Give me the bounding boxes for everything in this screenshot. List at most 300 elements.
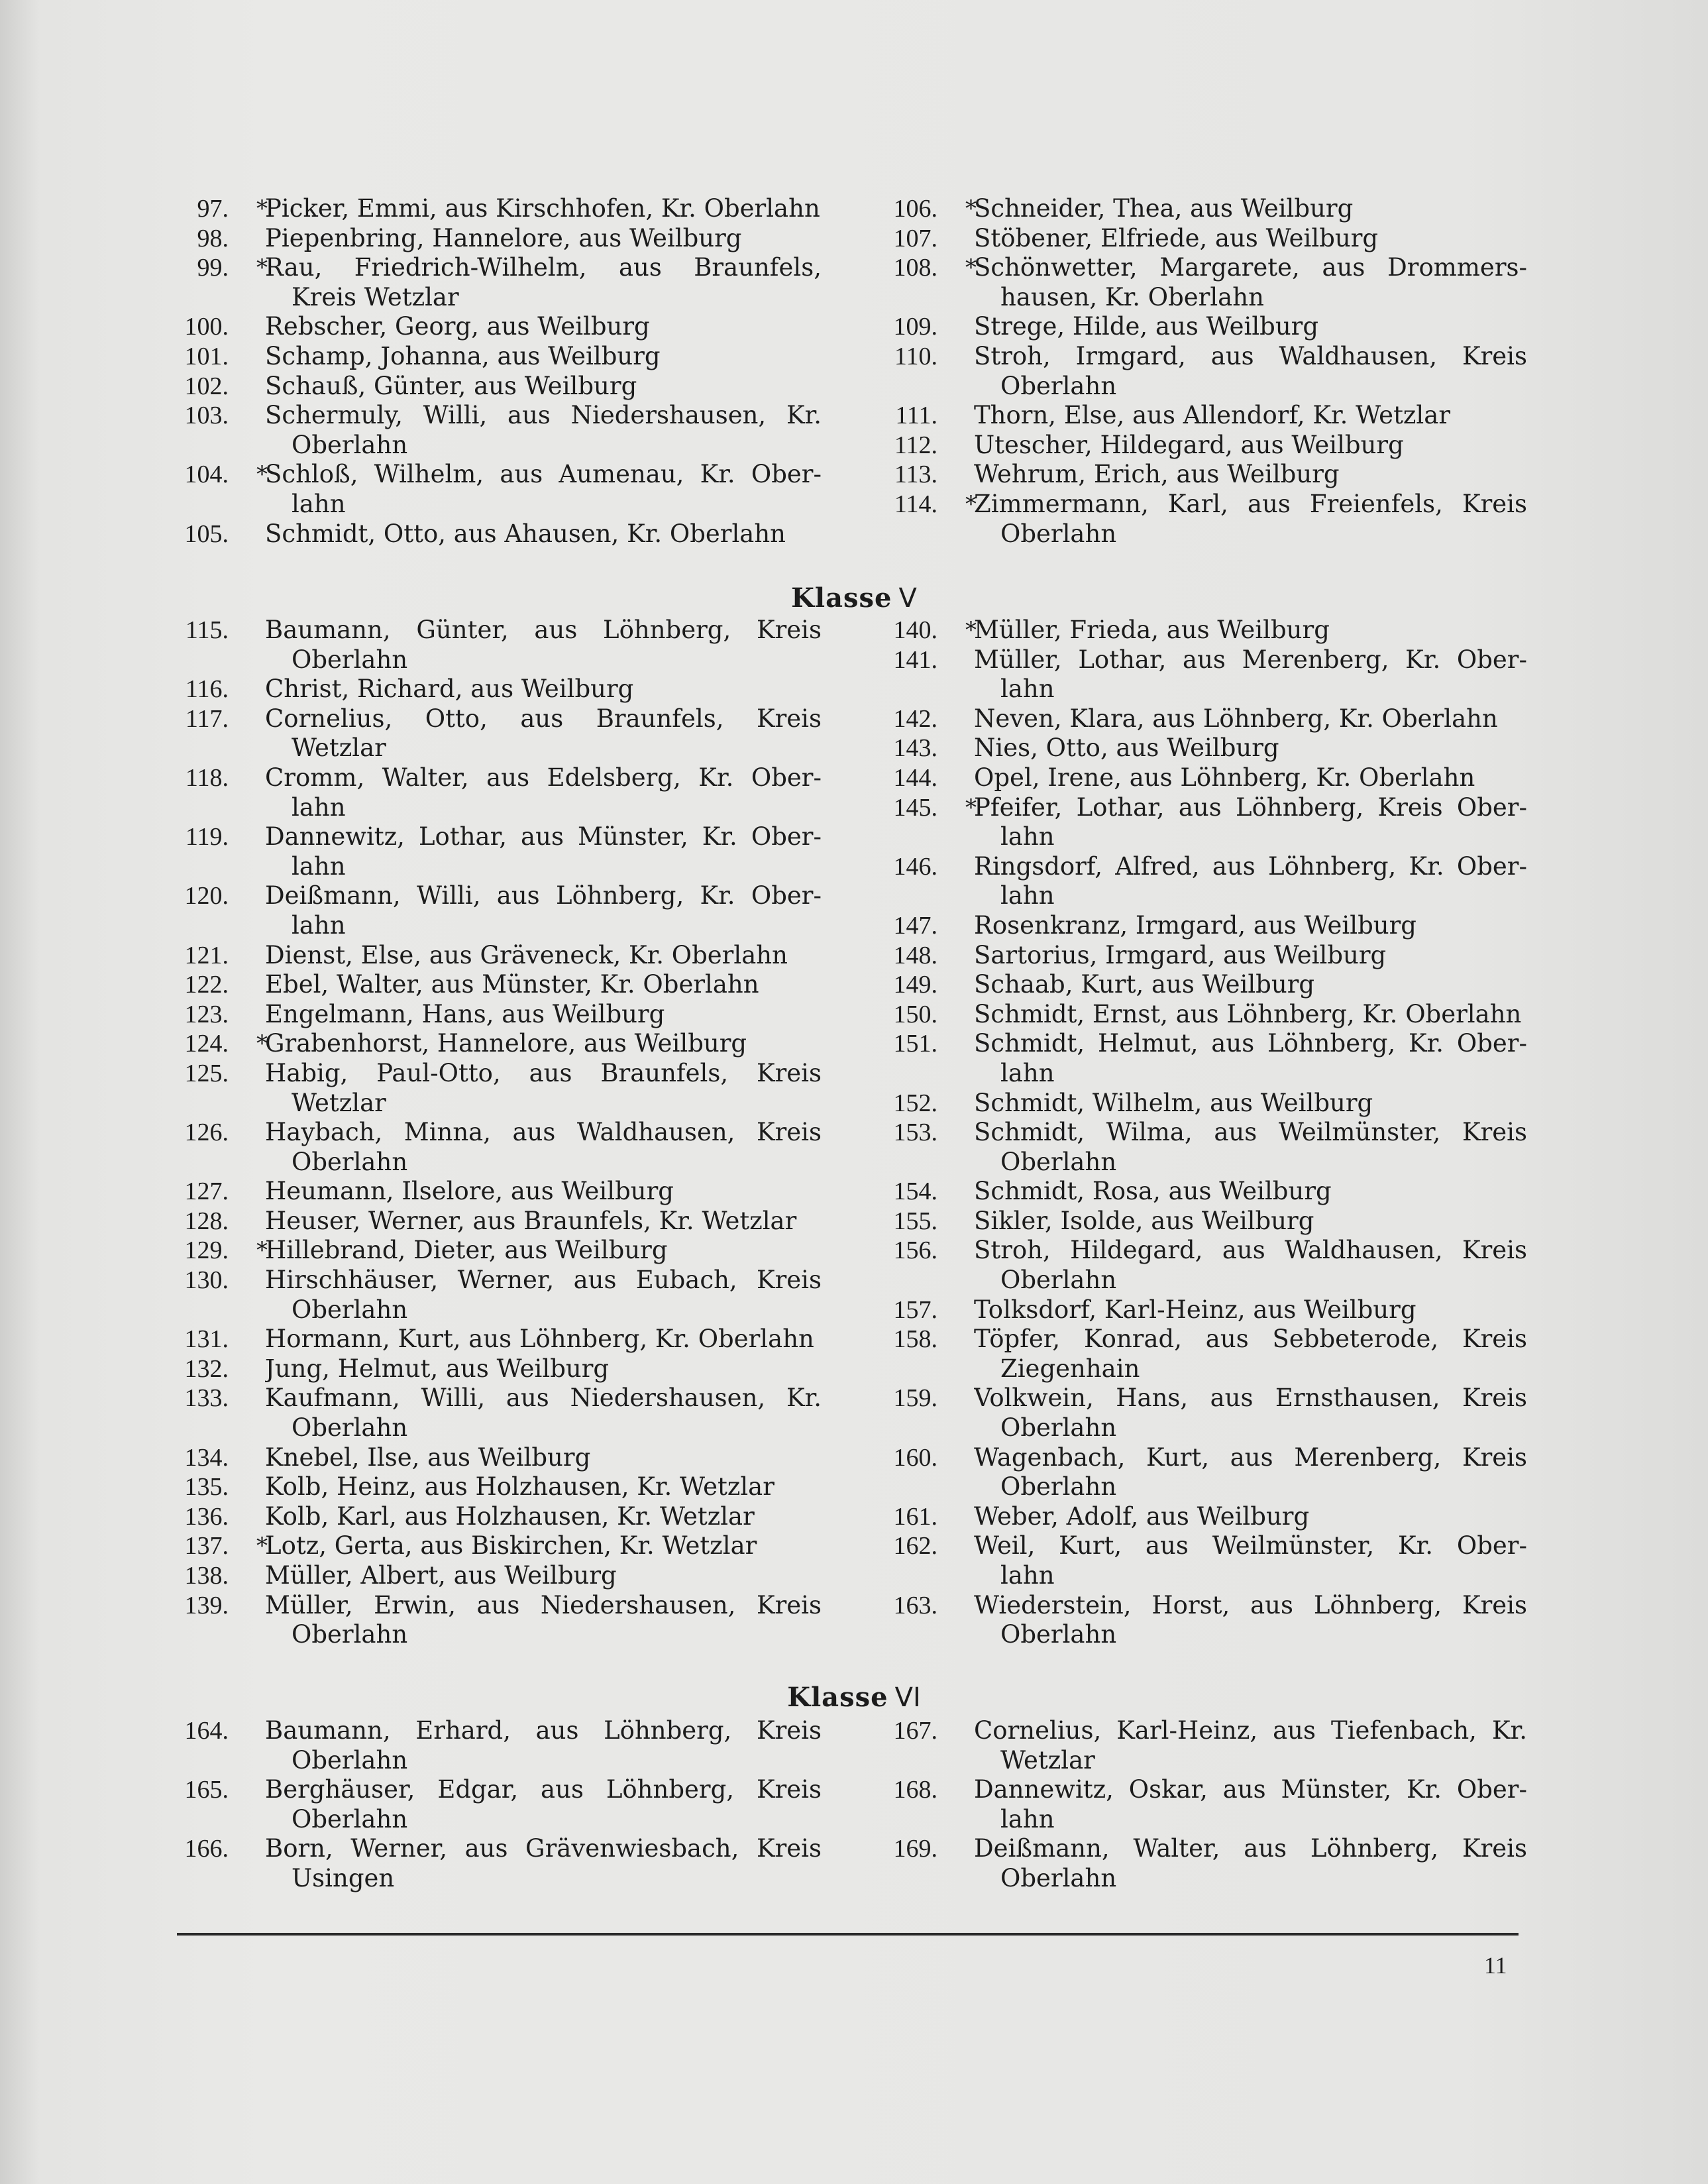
list-entry: [169, 1325, 822, 1354]
entry-number: 121.: [184, 941, 229, 969]
entry-line: [878, 1775, 1527, 1805]
list-entry: [169, 1177, 822, 1207]
entry-text: Oberlahn: [292, 1413, 408, 1443]
entry-text: Kolb, Heinz, aus Holzhausen, Kr. Wetzlar: [265, 1472, 774, 1502]
column-left: [169, 616, 822, 1650]
entry-number: 149.: [893, 971, 937, 999]
entry-text: Oberlahn: [1000, 519, 1117, 548]
list-entry: [169, 1502, 822, 1532]
entry-text: Oberlahn: [1000, 1620, 1117, 1649]
list-entry: [169, 1561, 822, 1591]
list-entry: [878, 1236, 1527, 1295]
entry-text: Wehrum, Erich, aus Weilburg: [974, 460, 1340, 489]
entry-number: 104.: [184, 461, 229, 489]
list-entry: [169, 763, 822, 822]
entry-text: Nies, Otto, aus Weilburg: [974, 734, 1279, 763]
entry-number: 105.: [184, 519, 229, 548]
list-entry: [878, 763, 1527, 793]
entry-number: 136.: [184, 1502, 229, 1531]
entry-number: 138.: [184, 1562, 229, 1590]
entry-number: 97.: [197, 195, 229, 223]
entry-line: [878, 1148, 1527, 1177]
list-entry: [169, 1384, 822, 1443]
entry-text: Oberlahn: [1000, 1266, 1117, 1295]
entry-line: [169, 1089, 822, 1119]
entry-line: [169, 1591, 822, 1621]
entry-number: 117.: [185, 704, 229, 733]
entry-text: Wetzlar: [292, 734, 386, 763]
list-entry: [169, 224, 822, 254]
entry-number: 151.: [893, 1030, 937, 1058]
entry-number: 133.: [184, 1384, 229, 1413]
entry-text: lahn: [1000, 1058, 1055, 1087]
entry-number: 134.: [184, 1443, 229, 1472]
entry-number: 139.: [184, 1591, 229, 1619]
list-entry: [169, 1443, 822, 1473]
entry-line: [878, 1207, 1527, 1236]
entry-line: [169, 704, 822, 734]
entry-text: Deißmann, Walter, aus Löhnberg, Kreis: [974, 1834, 1527, 1863]
entry-line: [878, 911, 1527, 941]
entry-line: [169, 1775, 822, 1805]
entry-line: [878, 1561, 1527, 1591]
entry-line: [878, 645, 1527, 675]
list-entry: [878, 1502, 1527, 1532]
entry-line: [169, 401, 822, 431]
entry-line: [878, 312, 1527, 342]
list-entry: [169, 941, 822, 971]
entry-text: Cornelius, Karl-Heinz, aus Tiefenbach, Kr.: [974, 1716, 1527, 1745]
list-entry: [169, 881, 822, 940]
entry-text: Oberlahn: [1000, 1413, 1117, 1443]
entry-number: 100.: [184, 313, 229, 341]
column-right: [878, 616, 1527, 1650]
asterisk-mark: *: [256, 1030, 268, 1058]
asterisk-mark: *: [256, 461, 268, 488]
entry-text: Oberlahn: [292, 430, 408, 459]
entry-text: Usingen: [292, 1863, 395, 1892]
list-entry: [878, 460, 1527, 490]
entry-line: [169, 490, 822, 519]
entry-text: Deißmann, Willi, aus Löhnberg, Kr. Ober-: [265, 881, 822, 910]
entry-line: [169, 734, 822, 763]
list-entry: [878, 1207, 1527, 1236]
entry-number: 162.: [893, 1532, 937, 1560]
entry-text: Strege, Hilde, aus Weilburg: [974, 312, 1319, 341]
entry-text: Schmidt, Wilma, aus Weilmünster, Kreis: [974, 1118, 1527, 1147]
entry-line: [878, 1000, 1527, 1030]
entry-number: 103.: [184, 402, 229, 430]
list-entry: [878, 194, 1527, 224]
list-entry: [878, 224, 1527, 254]
entry-line: [169, 1805, 822, 1835]
entry-text: Berghäuser, Edgar, aus Löhnberg, Kreis: [265, 1775, 822, 1804]
entry-text: Schönwetter, Margarete, aus Drommers-: [974, 253, 1527, 282]
entry-text: Jung, Helmut, aus Weilburg: [265, 1354, 610, 1383]
entry-text: Oberlahn: [292, 1147, 408, 1176]
entry-number: 120.: [184, 882, 229, 910]
list-entry: [878, 852, 1527, 911]
entry-number: 99.: [197, 254, 229, 282]
entry-text: Müller, Albert, aus Weilburg: [265, 1561, 617, 1590]
entry-text: Cromm, Walter, aus Edelsberg, Kr. Ober-: [265, 763, 822, 792]
entry-number: 125.: [184, 1059, 229, 1087]
entry-line: [878, 401, 1527, 431]
entry-number: 167.: [893, 1717, 937, 1745]
list-entry: [169, 822, 822, 881]
asterisk-mark: *: [965, 794, 977, 821]
entry-number: 137.: [184, 1532, 229, 1560]
entry-line: [878, 519, 1527, 549]
entry-line: [878, 1531, 1527, 1561]
entry-text: Dannewitz, Lothar, aus Münster, Kr. Ober-: [265, 822, 822, 851]
entry-text: Oberlahn: [1000, 1472, 1117, 1502]
entry-text: Schaab, Kurt, aus Weilburg: [974, 970, 1315, 999]
list-entry: [169, 1029, 822, 1059]
entry-line: [169, 1354, 822, 1384]
entry-text: Rebscher, Georg, aus Weilburg: [265, 312, 650, 341]
list-entry: [878, 253, 1527, 312]
column-left: [169, 1716, 822, 1894]
entry-text: Schmidt, Ernst, aus Löhnberg, Kr. Oberlahn: [974, 999, 1522, 1028]
entry-text: Ziegenhain: [1000, 1354, 1140, 1383]
entry-number: 158.: [893, 1325, 937, 1354]
entry-text: Picker, Emmi, aus Kirschhofen, Kr. Oberlahn: [265, 194, 820, 223]
entry-text: Oberlahn: [1000, 371, 1117, 400]
entry-line: [878, 1384, 1527, 1413]
entry-number: 150.: [893, 1000, 937, 1028]
entry-text: Opel, Irene, aus Löhnberg, Kr. Oberlahn: [974, 763, 1475, 792]
list-entry: [878, 1295, 1527, 1325]
entry-text: Wagenbach, Kurt, aus Merenberg, Kreis: [974, 1443, 1527, 1472]
heading-word: Klasse: [787, 1682, 888, 1713]
list-entry: [878, 1089, 1527, 1119]
entry-text: Lotz, Gerta, aus Biskirchen, Kr. Wetzlar: [265, 1531, 757, 1560]
entry-text: lahn: [292, 851, 346, 881]
column-right: [878, 194, 1527, 549]
entry-line: [878, 675, 1527, 704]
entry-text: Kaufmann, Willi, aus Niedershausen, Kr.: [265, 1384, 822, 1413]
entry-number: 102.: [184, 372, 229, 400]
entry-text: Volkwein, Hans, aus Ernsthausen, Kreis: [974, 1384, 1527, 1413]
entry-line: [878, 1716, 1527, 1746]
entry-line: [878, 881, 1527, 911]
list-entry: [878, 1000, 1527, 1030]
entry-number: 161.: [893, 1502, 937, 1531]
entry-line: [878, 431, 1527, 461]
list-entry: [169, 1775, 822, 1834]
entry-text: Oberlahn: [292, 1620, 408, 1649]
entry-number: 116.: [185, 675, 229, 704]
entry-text: Müller, Lothar, aus Merenberg, Kr. Ober-: [974, 645, 1527, 674]
entry-number: 110.: [894, 342, 937, 370]
entry-text: Dannewitz, Oskar, aus Münster, Kr. Ober-: [974, 1775, 1527, 1804]
entry-text: Piepenbring, Hannelore, aus Weilburg: [265, 223, 742, 252]
entry-text: Wiederstein, Horst, aus Löhnberg, Kreis: [974, 1590, 1527, 1619]
entry-text: Wetzlar: [292, 1088, 386, 1117]
entry-text: Tolksdorf, Karl-Heinz, aus Weilburg: [974, 1295, 1416, 1324]
entry-text: Oberlahn: [292, 1745, 408, 1774]
asterisk-mark: *: [965, 195, 977, 222]
entry-line: [169, 253, 822, 283]
entry-text: Grabenhorst, Hannelore, aus Weilburg: [265, 1029, 747, 1058]
entry-text: Pfeifer, Lothar, aus Löhnberg, Kreis Ober-: [974, 792, 1527, 822]
list-entry: [878, 970, 1527, 1000]
entry-text: Schamp, Johanna, aus Weilburg: [265, 341, 661, 370]
entry-line: [169, 224, 822, 254]
column-right: [878, 1716, 1527, 1894]
entry-line: [169, 1118, 822, 1148]
entry-number: 131.: [184, 1325, 229, 1354]
entry-line: [878, 941, 1527, 971]
entry-text: Oberlahn: [1000, 1863, 1117, 1892]
entry-text: Wetzlar: [1000, 1745, 1095, 1774]
entry-number: 98.: [197, 224, 229, 252]
entry-line: [878, 1295, 1527, 1325]
entry-text: Cornelius, Otto, aus Braunfels, Kreis: [265, 704, 822, 733]
entry-line: [878, 1413, 1527, 1443]
entry-line: [169, 372, 822, 402]
entry-number: 166.: [184, 1835, 229, 1863]
entry-text: Haybach, Minna, aus Waldhausen, Kreis: [265, 1118, 822, 1147]
entry-text: Neven, Klara, aus Löhnberg, Kr. Oberlahn: [974, 704, 1498, 733]
entry-text: Kreis Wetzlar: [292, 282, 459, 311]
entry-number: 108.: [893, 254, 937, 282]
entry-line: [878, 1059, 1527, 1089]
entry-line: [878, 1591, 1527, 1621]
entry-text: Schermuly, Willi, aus Niedershausen, Kr.: [265, 401, 822, 430]
entry-line: [169, 1864, 822, 1894]
list-entry: [878, 793, 1527, 852]
entry-line: [878, 1118, 1527, 1148]
asterisk-mark: *: [256, 1237, 268, 1264]
entry-number: 163.: [893, 1591, 937, 1619]
section-heading-klasse-v: [0, 582, 1708, 615]
entry-line: [169, 1000, 822, 1030]
list-entry: [169, 1266, 822, 1325]
list-entry: [169, 1059, 822, 1118]
entry-line: [169, 312, 822, 342]
list-entry: [878, 704, 1527, 734]
list-entry: [878, 1384, 1527, 1443]
entry-text: Müller, Erwin, aus Niedershausen, Kreis: [265, 1590, 822, 1619]
entry-text: Hirschhäuser, Werner, aus Eubach, Kreis: [265, 1266, 822, 1295]
entry-number: 155.: [893, 1207, 937, 1235]
entry-number: 111.: [895, 402, 937, 430]
entry-line: [169, 1746, 822, 1776]
entry-text: Rosenkranz, Irmgard, aus Weilburg: [974, 910, 1416, 940]
entry-text: Sikler, Isolde, aus Weilburg: [974, 1206, 1314, 1235]
entry-number: 140.: [893, 616, 937, 644]
entry-text: Oberlahn: [1000, 1147, 1117, 1176]
entry-text: Schmidt, Wilhelm, aus Weilburg: [974, 1088, 1373, 1117]
list-entry: [878, 1029, 1527, 1088]
list-entry: [169, 342, 822, 372]
entry-text: Töpfer, Konrad, aus Sebbeterode, Kreis: [974, 1325, 1527, 1354]
entry-text: Stöbener, Elfriede, aus Weilburg: [974, 223, 1379, 252]
list-entry: [878, 941, 1527, 971]
entry-line: [878, 224, 1527, 254]
entry-number: 109.: [893, 313, 937, 341]
entry-text: Ringsdorf, Alfred, aus Löhnberg, Kr. Ober-: [974, 851, 1527, 881]
entry-line: [169, 970, 822, 1000]
entry-text: Schauß, Günter, aus Weilburg: [265, 371, 637, 400]
entry-line: [878, 1834, 1527, 1864]
entry-line: [878, 822, 1527, 852]
entry-text: Kolb, Karl, aus Holzhausen, Kr. Wetzlar: [265, 1502, 755, 1531]
list-entry: [169, 970, 822, 1000]
list-entry: [169, 616, 822, 675]
entry-number: 119.: [185, 823, 229, 851]
entry-line: [878, 852, 1527, 882]
list-entry: [878, 911, 1527, 941]
list-entry: [878, 1177, 1527, 1207]
footer-rule: [177, 1933, 1519, 1936]
entry-number: 127.: [184, 1177, 229, 1206]
entry-text: Weil, Kurt, aus Weilmünster, Kr. Ober-: [974, 1531, 1527, 1560]
entry-line: [169, 1029, 822, 1059]
entry-line: [169, 881, 822, 911]
entry-text: lahn: [292, 792, 346, 822]
entry-number: 101.: [184, 342, 229, 370]
entry-line: [169, 1472, 822, 1502]
entry-line: [878, 460, 1527, 490]
entry-line: [169, 852, 822, 882]
entry-number: 165.: [184, 1776, 229, 1804]
entry-number: 156.: [893, 1236, 937, 1265]
list-entry: [169, 1236, 822, 1266]
entry-line: [169, 1502, 822, 1532]
list-entry: [878, 616, 1527, 645]
entry-number: 128.: [184, 1207, 229, 1235]
entry-line: [169, 519, 822, 549]
entry-line: [169, 1177, 822, 1207]
entry-number: 114.: [894, 490, 937, 518]
entry-line: [878, 1746, 1527, 1776]
entry-text: Sartorius, Irmgard, aus Weilburg: [974, 940, 1387, 969]
entry-line: [169, 1325, 822, 1354]
entry-line: [878, 1029, 1527, 1059]
entry-text: Born, Werner, aus Grävenwiesbach, Kreis: [265, 1834, 822, 1863]
list-entry: [169, 1000, 822, 1030]
list-entry: [878, 490, 1527, 549]
entry-line: [878, 1864, 1527, 1894]
entry-line: [878, 970, 1527, 1000]
entry-line: [878, 490, 1527, 519]
entry-line: [169, 1148, 822, 1177]
entry-text: Hillebrand, Dieter, aus Weilburg: [265, 1236, 668, 1265]
entry-text: Knebel, Ilse, aus Weilburg: [265, 1443, 591, 1472]
entry-text: Engelmann, Hans, aus Weilburg: [265, 999, 665, 1028]
entry-line: [878, 253, 1527, 283]
entry-line: [878, 194, 1527, 224]
entry-text: lahn: [1000, 881, 1055, 910]
entry-line: [878, 1354, 1527, 1384]
entry-number: 144.: [893, 763, 937, 792]
list-entry: [878, 1325, 1527, 1384]
list-entry: [878, 1531, 1527, 1590]
entry-line: [878, 1620, 1527, 1650]
entry-number: 154.: [893, 1177, 937, 1206]
entry-text: lahn: [292, 489, 346, 518]
list-entry: [878, 1775, 1527, 1834]
asterisk-mark: *: [965, 254, 977, 282]
entry-text: Schneider, Thea, aus Weilburg: [974, 194, 1354, 223]
entry-line: [169, 1716, 822, 1746]
entry-number: 145.: [893, 793, 937, 822]
heading-roman: V: [898, 583, 917, 614]
entry-line: [169, 1384, 822, 1413]
entry-text: Thorn, Else, aus Allendorf, Kr. Wetzlar: [974, 401, 1451, 430]
entry-number: 143.: [893, 734, 937, 763]
entry-line: [169, 793, 822, 823]
entry-text: lahn: [1000, 1804, 1055, 1833]
entry-line: [169, 616, 822, 645]
entry-number: 135.: [184, 1473, 229, 1502]
entry-line: [878, 1236, 1527, 1266]
entry-text: Schloß, Wilhelm, aus Aumenau, Kr. Ober-: [265, 460, 822, 489]
entry-number: 122.: [184, 971, 229, 999]
asterisk-mark: *: [256, 1533, 268, 1560]
entry-number: 124.: [184, 1030, 229, 1058]
entry-number: 168.: [893, 1776, 937, 1804]
list-entry: [169, 1207, 822, 1236]
list-entry: [878, 1591, 1527, 1650]
entry-text: Heuser, Werner, aus Braunfels, Kr. Wetzlar: [265, 1206, 797, 1235]
entry-line: [169, 763, 822, 793]
asterisk-mark: *: [965, 617, 977, 643]
entry-line: [169, 283, 822, 313]
list-entry: [878, 1834, 1527, 1893]
entry-line: [169, 1059, 822, 1089]
list-entry: [169, 253, 822, 312]
entry-text: lahn: [292, 910, 346, 940]
entry-text: Oberlahn: [292, 645, 408, 674]
list-entry: [878, 342, 1527, 401]
entry-line: [169, 822, 822, 852]
entry-number: 112.: [894, 431, 937, 459]
entry-number: 152.: [893, 1089, 937, 1117]
section-heading-klasse-vi: [0, 1681, 1708, 1714]
entry-line: [169, 1620, 822, 1650]
list-entry: [169, 460, 822, 519]
entry-text: Rau, Friedrich-Wilhelm, aus Braunfels,: [265, 253, 822, 282]
entry-line: [169, 645, 822, 675]
entry-line: [169, 675, 822, 704]
entry-number: 146.: [893, 852, 937, 881]
entry-line: [169, 431, 822, 461]
entry-text: lahn: [1000, 822, 1055, 851]
entry-line: [169, 194, 822, 224]
entry-text: Zimmermann, Karl, aus Freienfels, Kreis: [974, 489, 1527, 518]
entry-line: [169, 1266, 822, 1295]
entry-line: [169, 1531, 822, 1561]
asterisk-mark: *: [965, 490, 977, 518]
entry-number: 118.: [185, 763, 229, 792]
entry-number: 160.: [893, 1443, 937, 1472]
entry-text: Hormann, Kurt, aus Löhnberg, Kr. Oberlahn: [265, 1325, 814, 1354]
column-left: [169, 194, 822, 549]
list-entry: [169, 704, 822, 763]
entry-line: [878, 793, 1527, 823]
entry-line: [878, 616, 1527, 645]
entry-text: Baumann, Günter, aus Löhnberg, Kreis: [265, 616, 822, 644]
entry-text: Stroh, Hildegard, aus Waldhausen, Kreis: [974, 1236, 1527, 1265]
entry-line: [878, 342, 1527, 372]
entry-number: 141.: [893, 645, 937, 674]
list-entry: [169, 194, 822, 224]
entry-line: [878, 763, 1527, 793]
